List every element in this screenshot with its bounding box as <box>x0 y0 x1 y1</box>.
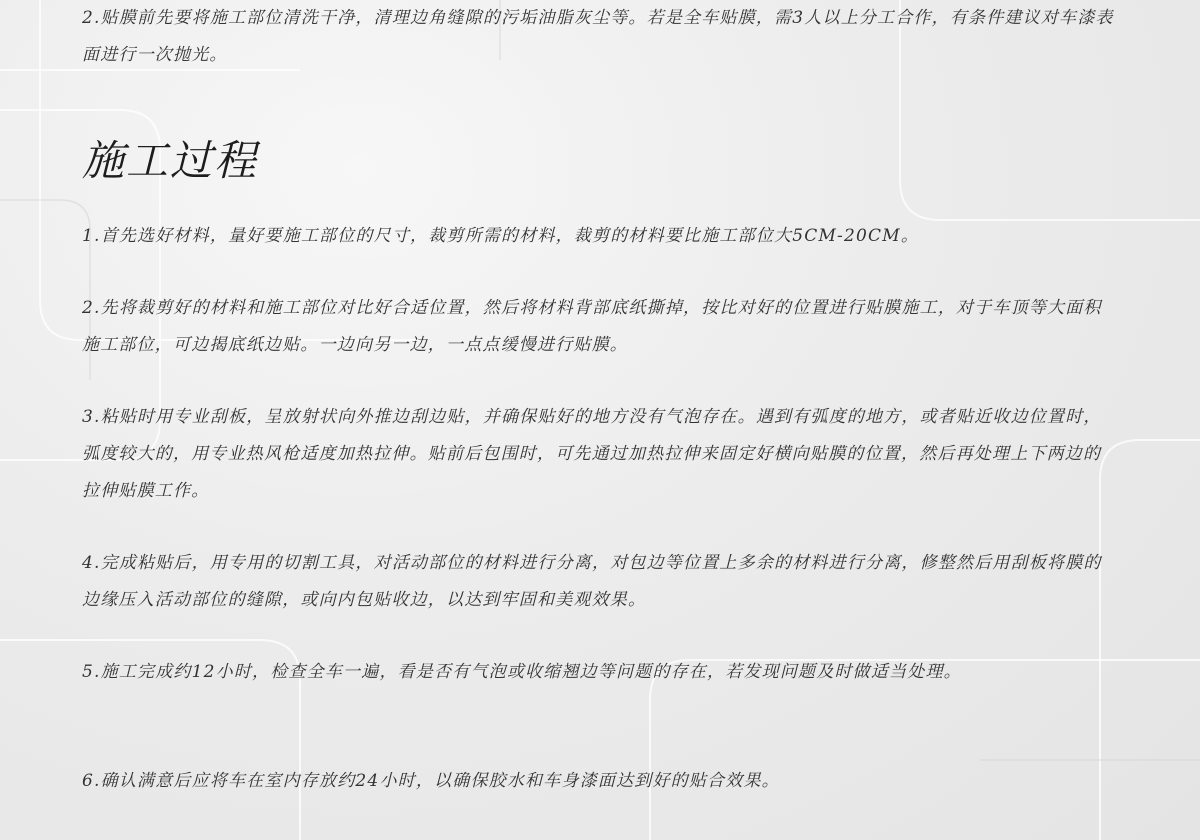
intro-paragraph: 2.贴膜前先要将施工部位清洗干净，清理边角缝隙的污垢油脂灰尘等。若是全车贴膜，需3人以上分工合作，有条件建议对车漆表面进行一次抛光。 <box>82 8 1114 65</box>
step-1: 1.首先选好材料，量好要施工部位的尺寸，裁剪所需的材料，裁剪的材料要比施工部位大5CM-20CM。 <box>82 226 920 246</box>
step-4: 4.完成粘贴后，用专用的切割工具，对活动部位的材料进行分离，对包边等位置上多余的材料进行分离，修整然后用刮板将膜的边缘压入活动部位的缝隙，或向内包贴收边，以达到牢固和美观效果。 <box>82 553 1102 610</box>
step-6: 6.确认满意后应将车在室内存放约24小时，以确保胶水和车身漆面达到好的贴合效果。 <box>82 771 780 791</box>
step-5: 5.施工完成约12小时，检查全车一遍，看是否有气泡或收缩翘边等问题的存在，若发现问题及时做适当处理。 <box>82 662 962 682</box>
section-heading: 施工过程 <box>82 136 259 185</box>
step-3: 3.粘贴时用专业刮板，呈放射状向外推边刮边贴，并确保贴好的地方没有气泡存在。遇到有弧度的地方，或者贴近收边位置时，弧度较大的，用专业热风枪适度加热拉伸。贴前后包围时，可先通过加热拉伸来固定好横向贴膜的位置，然后再处理上下两边的拉伸贴膜工作。 <box>82 407 1102 501</box>
step-2: 2.先将裁剪好的材料和施工部位对比好合适位置，然后将材料背部底纸撕掉，按比对好的位置进行贴膜施工，对于车顶等大面积施工部位，可边揭底纸边贴。一边向另一边，一点点缓慢进行贴膜。 <box>82 298 1102 355</box>
